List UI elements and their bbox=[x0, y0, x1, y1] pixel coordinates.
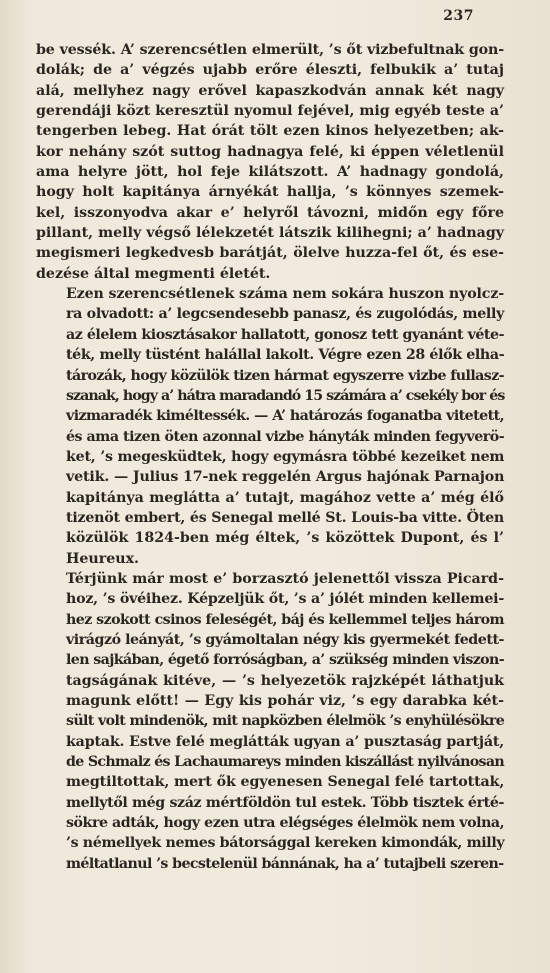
text-line: len sajkában, égető forróságban, a’ szükség minden viszon- bbox=[66, 652, 505, 669]
text-line: közülök 1824-ben még éltek, ’s közöttek Dupont, és l’ bbox=[66, 530, 504, 547]
text-line: megismeri legkedvesb barátját, ölelve huzza-fel őt, és ese- bbox=[36, 245, 504, 262]
text-line: vetik. — Julius 17-nek reggelén Argus hajónak Parnajon bbox=[66, 469, 505, 486]
text-line: Térjünk már most e’ borzasztó jelenettől vissza Picard- bbox=[66, 570, 504, 587]
text-line: Heureux. bbox=[66, 550, 139, 567]
text-line: hogy holt kapitánya árnyékát hallja, ’s könnyes szemek- bbox=[36, 184, 504, 201]
text-line: vizmaradék kiméltessék. — A’ határozás foganatba vitetett, bbox=[66, 408, 504, 425]
text-line: kor nehány szót suttog hadnagya felé, ki éppen véletlenül bbox=[36, 143, 504, 160]
text-line: ket, ’s megesküdtek, hogy egymásra többé kezeiket nem bbox=[66, 448, 505, 465]
text-line: be vessék. A’ szerencsétlen elmerült, ’s őt vizbefultnak gon- bbox=[36, 42, 504, 58]
page-text bbox=[36, 40, 504, 874]
text-line: az élelem kiosztásakor hallatott, gonosz tett gyanánt véte- bbox=[66, 326, 505, 343]
text-line: alá, mellyhez nagy erővel kapaszkodván annak két nagy bbox=[36, 82, 504, 99]
text-line: dolák; de a’ végzés ujabb erőre éleszti, felbukik a’ tutaj bbox=[36, 62, 504, 79]
text-line: ama helyre jött, hol feje kilátszott. A’ hadnagy gondolá, bbox=[36, 164, 504, 181]
text-line: mellytől még száz mértföldön tul estek. Több tisztek érté- bbox=[66, 794, 504, 811]
text-line: pillant, melly végső lélekzetét látszik kilihegni; a’ hadnagy bbox=[36, 225, 504, 242]
text-line: hez szokott csinos feleségét, báj és kellemmel teljes három bbox=[66, 611, 504, 628]
text-line: de Schmalz és Lachaumareys minden kiszállást nyilvánosan bbox=[66, 754, 505, 771]
paragraph bbox=[36, 40, 504, 284]
text-line: méltatlanul ’s becstelenül bánnának, ha a’ tutajbeli szeren- bbox=[66, 855, 504, 872]
paragraph bbox=[36, 569, 504, 874]
text-line: megtiltottak, mert ők egyenesen Senegal felé tartottak, bbox=[66, 774, 505, 791]
text-line: ’s némellyek nemes bátorsággal kereken kimondák, milly bbox=[66, 835, 505, 852]
text-line: sökre adták, hogy ezen utra elégséges élelmök nem volna, bbox=[66, 815, 505, 832]
text-line: ra olvadott: a’ legcsendesebb panasz, és zugolódás, melly bbox=[66, 306, 504, 323]
text-line: szanak, hogy a’ hátra maradandó 15 számára a’ csekély bor és bbox=[66, 387, 505, 404]
page-number: 237 bbox=[443, 8, 474, 24]
text-line: Ezen szerencsétlenek száma nem sokára huszon nyolcz- bbox=[66, 286, 504, 303]
text-line: dezése által megmenti életét. bbox=[36, 265, 271, 282]
text-line: ték, melly tüstént halállal lakolt. Végre ezen 28 élők elha- bbox=[66, 347, 505, 364]
text-line: kel, isszonyodva akar e’ helyről távozni, midőn egy főre bbox=[36, 204, 504, 221]
text-line: tározák, hogy közülök tizen hármat egyszerre vizbe fullasz- bbox=[66, 367, 504, 384]
text-line: tizenöt embert, és Senegal mellé St. Louis-ba vitte. Öten bbox=[66, 509, 504, 526]
text-line: sült volt mindenök, mit napközben élelmök ’s enyhülésökre bbox=[66, 713, 505, 730]
paragraph bbox=[36, 284, 504, 569]
text-line: tengerben lebeg. Hat órát tölt ezen kinos helyezetben; ak- bbox=[36, 123, 504, 140]
text-line: tagságának kitéve, — ’s helyezetök rajzképét láthatjuk bbox=[66, 672, 504, 689]
text-line: gerendáji közt keresztül nyomul fejével, mig egyéb teste a’ bbox=[36, 103, 504, 120]
text-line: kaptak. Estve felé meglátták ugyan a’ pusztaság partját, bbox=[66, 733, 505, 750]
text-line: hoz, ’s övéihez. Képzeljük őt, ’s a’ jólét minden kellemei- bbox=[66, 591, 504, 608]
text-line: virágzó leányát, ’s gyámoltalan négy kis gyermekét fedett- bbox=[66, 631, 504, 648]
text-line: magunk előtt! — Egy kis pohár viz, ’s egy darabka két- bbox=[66, 693, 504, 709]
text-line: és ama tizen öten azonnal vizbe hányták minden fegyverö- bbox=[66, 428, 505, 445]
text-line: kapitánya meglátta a’ tutajt, magához vette a’ még élő bbox=[66, 489, 504, 506]
